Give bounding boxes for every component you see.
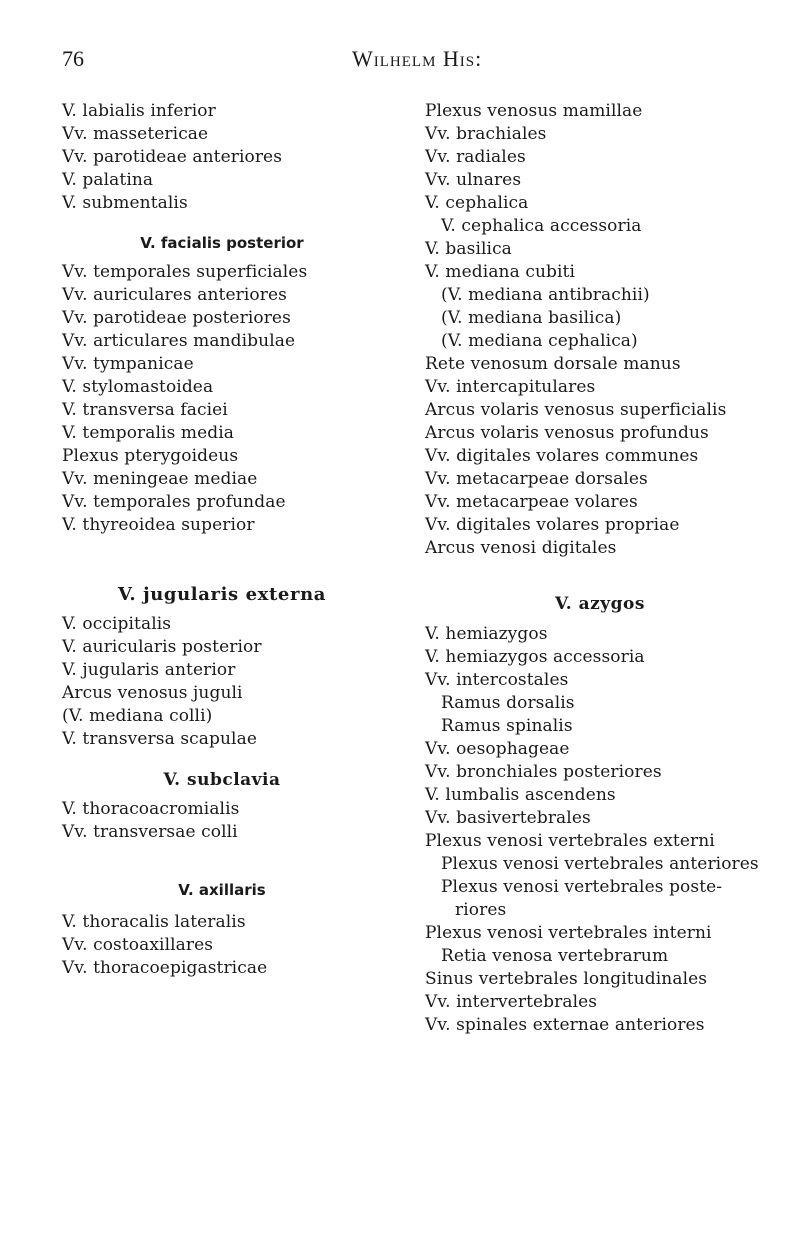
list-item: Vv. intervertebrales [425, 992, 598, 1012]
list-item: Vv. meningeae mediae [62, 469, 258, 489]
list-item-indented: Ramus dorsalis [441, 693, 575, 713]
list-item: V. cephalica [425, 193, 529, 213]
list-item: Vv. transversae colli [62, 822, 238, 842]
section-heading-azygos: V. azygos [555, 594, 645, 614]
list-item-indented: (V. mediana cephalica) [441, 331, 638, 351]
list-item-indented: Ramus spinalis [441, 716, 573, 736]
list-item: Vv. auriculares anteriores [62, 285, 287, 305]
section-heading-jugularis-externa: V. jugularis externa [117, 584, 327, 605]
list-item: Plexus pterygoideus [62, 446, 239, 466]
list-item: Plexus venosi vertebrales interni [425, 923, 712, 943]
left-block-1 [62, 100, 382, 215]
list-item: Vv. metacarpeae volares [425, 492, 638, 512]
list-item: Sinus vertebrales longitudinales [425, 969, 708, 989]
list-item-indented: (V. mediana antibrachii) [441, 285, 650, 305]
list-item: V. jugularis anterior [62, 660, 236, 680]
list-item: Vv. basivertebrales [425, 808, 591, 828]
list-item: Vv. temporales profundae [62, 492, 286, 512]
list-item: Vv. articulares mandibulae [62, 331, 296, 351]
list-item: Arcus volaris venosus profundus [425, 423, 709, 443]
list-item: V. submentalis [62, 193, 188, 213]
list-item: Arcus venosus juguli [62, 683, 243, 703]
page-header [62, 46, 752, 76]
list-item: Rete venosum dorsale manus [425, 354, 681, 374]
list-item: Arcus volaris venosus superficialis [425, 400, 727, 420]
left-block-4 [62, 798, 382, 844]
list-item: Plexus venosus mamillae [425, 101, 643, 121]
right-column [425, 100, 775, 1037]
list-item: V. palatina [62, 170, 154, 190]
list-item: V. thoracoacromialis [62, 799, 240, 819]
list-item: V. basilica [425, 239, 512, 259]
list-item: Vv. spinales externae anteriores [425, 1015, 705, 1035]
list-item: Arcus venosi digitales [425, 538, 617, 558]
list-item: Vv. costoaxillares [62, 935, 214, 955]
list-item-continuation: riores [455, 900, 507, 920]
list-item: Vv. ulnares [425, 170, 522, 190]
list-item: (V. mediana colli) [62, 706, 213, 726]
list-item: Vv. massetericae [62, 124, 209, 144]
section-heading-subclavia: V. subclavia [163, 770, 281, 790]
list-item: V. thyreoidea superior [62, 515, 255, 535]
list-item: V. hemiazygos accessoria [425, 647, 645, 667]
right-block-3 [425, 623, 775, 1037]
list-item: Vv. oesophageae [425, 739, 570, 759]
list-item: Vv. parotideae posteriores [62, 308, 291, 328]
list-item: V. mediana cubiti [425, 262, 575, 282]
list-item-indented: V. cephalica accessoria [441, 216, 642, 236]
list-item: Vv. digitales volares communes [425, 446, 699, 466]
list-item-indented: (V. mediana basilica) [441, 308, 622, 328]
list-item: Vv. temporales superficiales [62, 262, 308, 282]
list-item: V. occipitalis [62, 614, 172, 634]
right-block-1 [425, 100, 775, 353]
list-item: Vv. parotideae anteriores [62, 147, 283, 167]
list-item: Vv. tympanicae [62, 354, 194, 374]
list-item: V. stylomastoidea [62, 377, 214, 397]
left-block-3 [62, 613, 382, 751]
list-item: Vv. thoracoepigastricae [62, 958, 268, 978]
list-item: V. thoracalis lateralis [62, 912, 246, 932]
section-heading-axillaris: V. axillaris [178, 881, 266, 899]
list-item: V. temporalis media [62, 423, 235, 443]
list-item: V. transversa scapulae [62, 729, 257, 749]
left-column [62, 100, 382, 980]
list-item: V. lumbalis ascendens [425, 785, 616, 805]
list-item: Vv. bronchiales posteriores [425, 762, 662, 782]
left-block-5 [62, 911, 382, 980]
page-number: 76 [62, 46, 84, 71]
list-item: V. auricularis posterior [62, 637, 262, 657]
list-item: Vv. brachiales [425, 124, 547, 144]
list-item: Vv. radiales [425, 147, 526, 167]
list-item: Plexus venosi vertebrales externi [425, 831, 715, 851]
list-item-indented: Plexus venosi vertebrales anteriores [441, 854, 759, 874]
right-block-2 [425, 353, 775, 560]
section-heading-facialis-posterior: V. facialis posterior [140, 234, 304, 252]
running-head: Wilhelm His: [352, 46, 483, 71]
list-item: Vv. intercostales [425, 670, 569, 690]
list-item: Vv. intercapitulares [425, 377, 596, 397]
list-item: V. transversa faciei [62, 400, 228, 420]
list-item-indented: Plexus venosi vertebrales poste- [441, 877, 723, 897]
list-item: Vv. metacarpeae dorsales [425, 469, 648, 489]
list-item: V. labialis inferior [62, 101, 216, 121]
left-block-2 [62, 261, 382, 537]
list-item-indented: Retia venosa vertebrarum [441, 946, 669, 966]
list-item: V. hemiazygos [425, 624, 548, 644]
list-item: Vv. digitales volares propriae [425, 515, 680, 535]
